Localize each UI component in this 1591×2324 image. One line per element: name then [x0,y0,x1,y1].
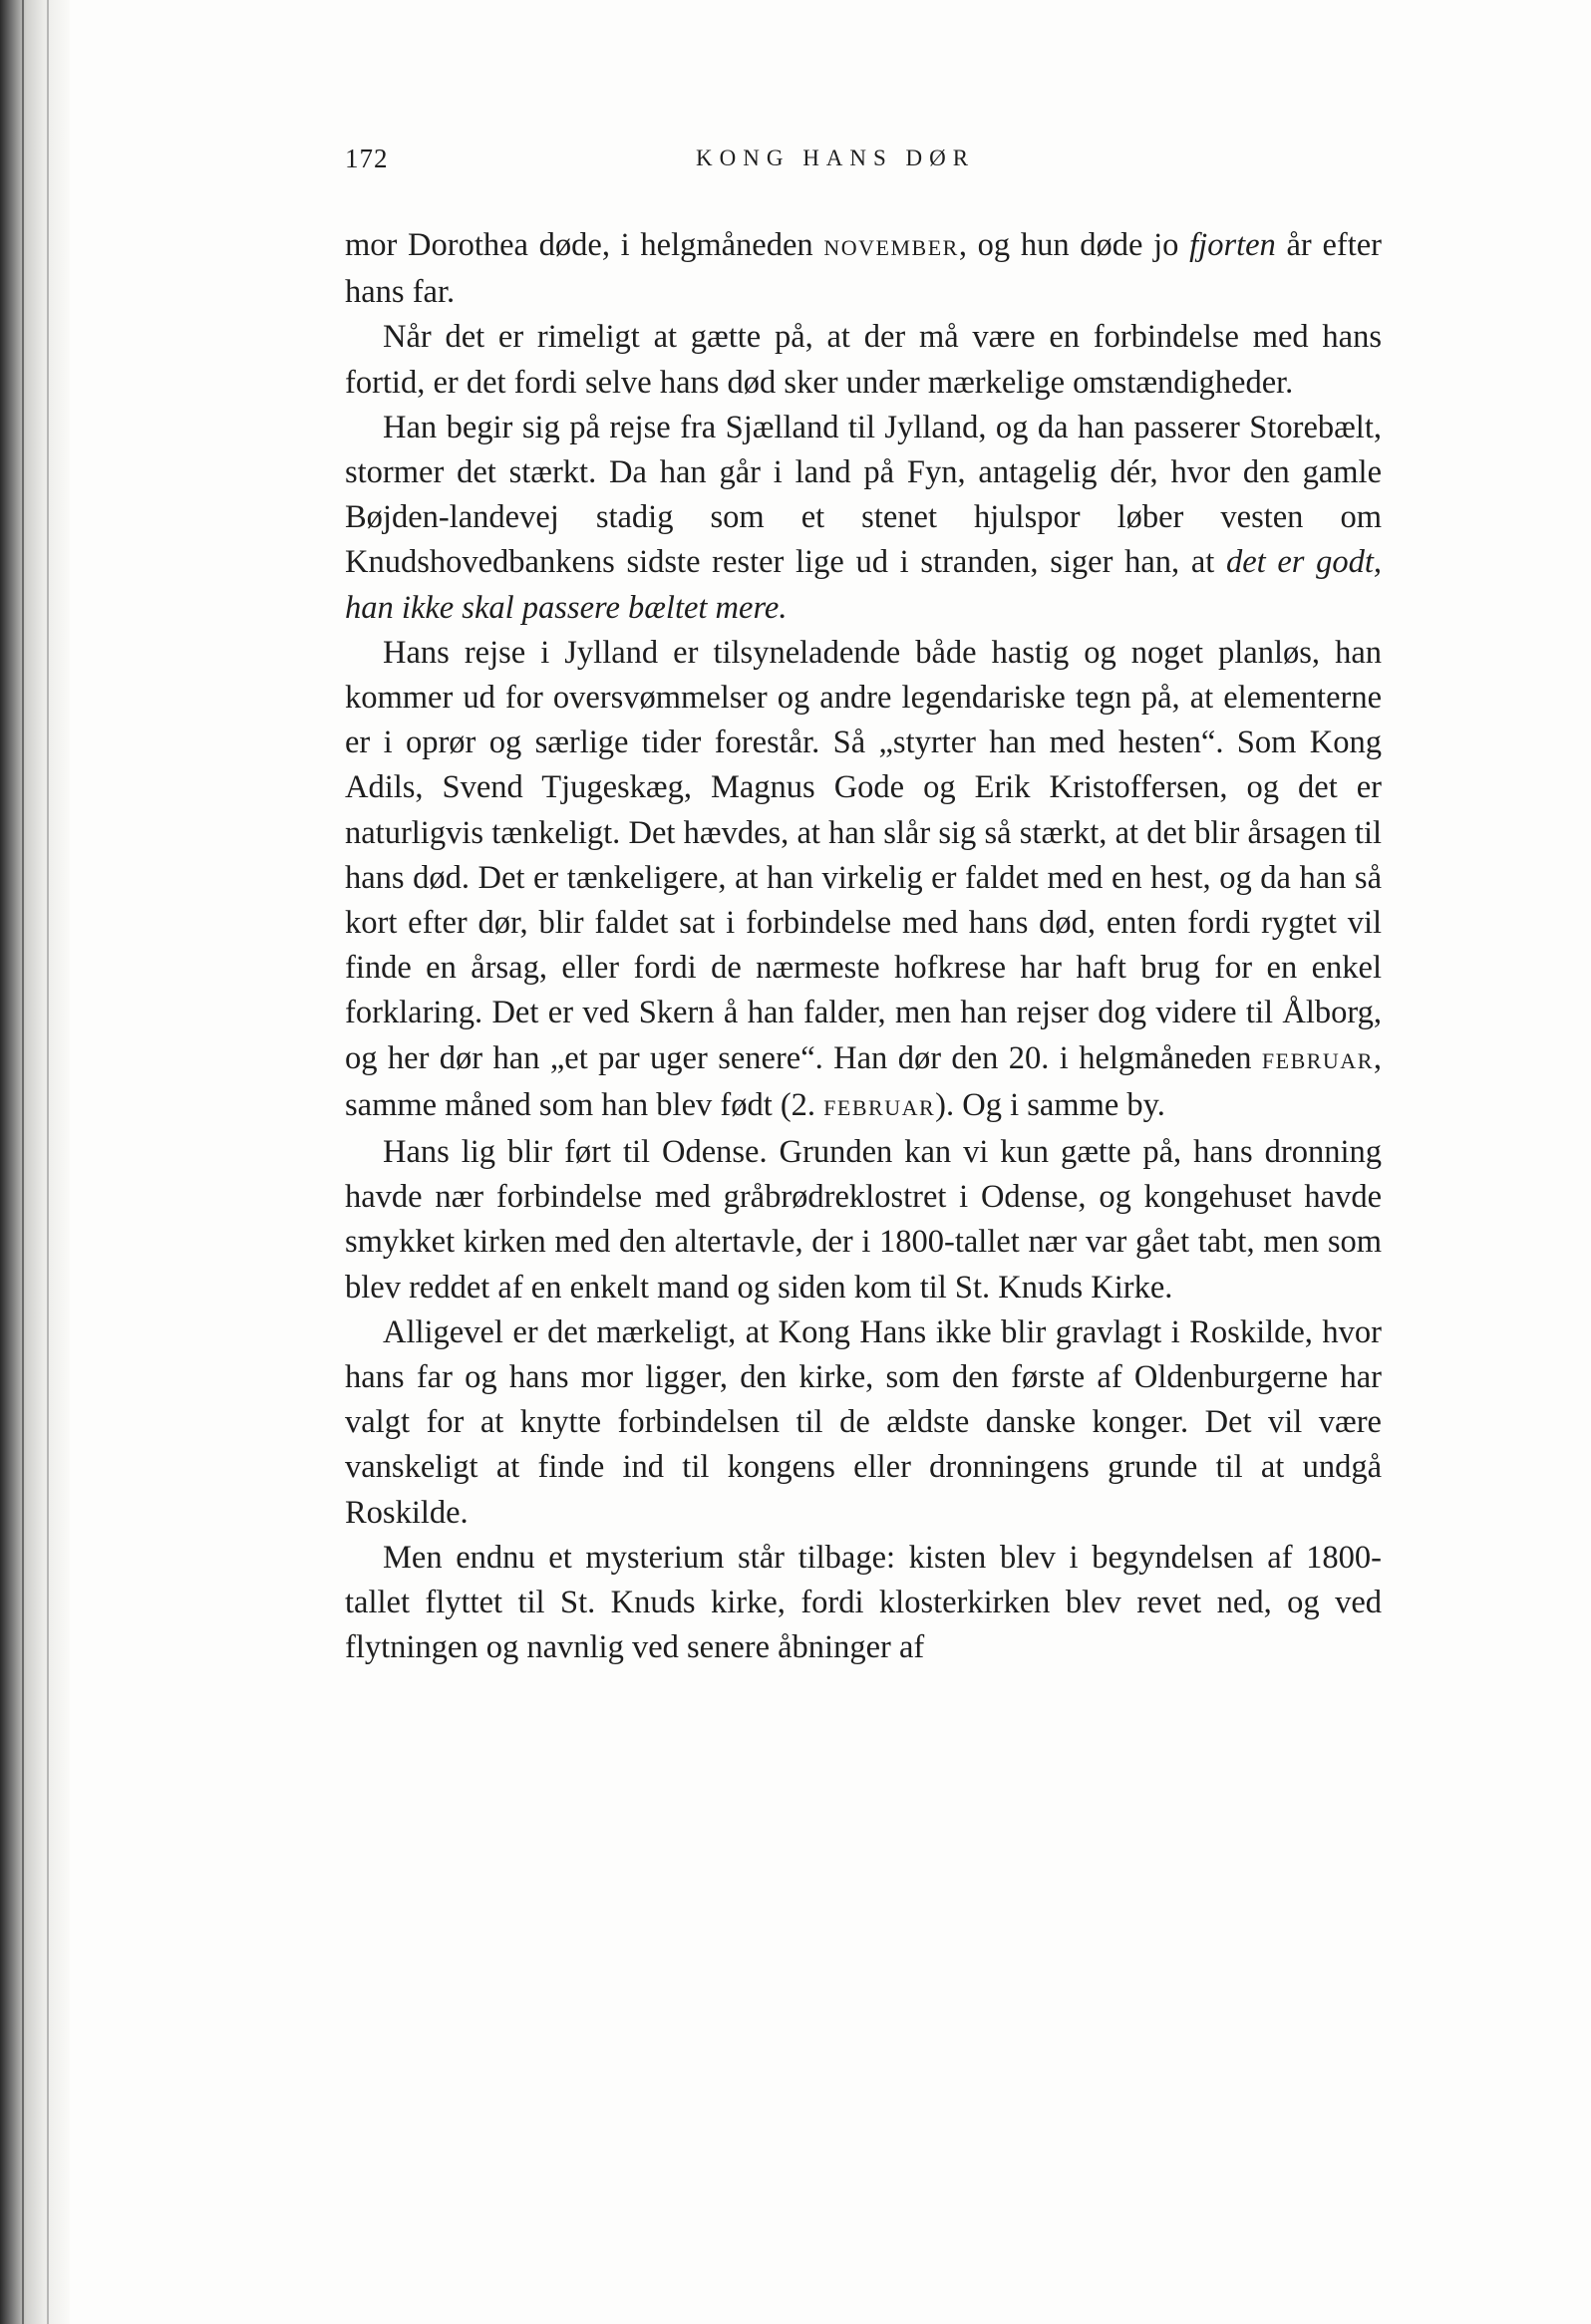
text-run: Men endnu et mysterium står tilbage: kisten blev i begyndelsen af 1800-tallet flyttet til St. Knuds kirke, fordi klosterkirken blev revet ned, og ved flytningen og navnlig ved senere åbninger af [345,1539,1382,1666]
text-run: Han begir sig på rejse fra Sjælland til Jylland, og da han passerer Storebælt, stormer det stærkt. Da han går i land på Fyn, antagelig dér, hvor den gamle Bøjden-landevej stadig som et stenet hjulspor løber vesten om Knudshovedbankens sidste rester lige ud i stranden, siger han, at [345,409,1382,581]
paragraph [345,406,1382,631]
italic-emphasis: fjorten [1189,227,1276,263]
book-spine-shadow [0,0,70,2324]
chapter-title: KONG HANS DØR [696,145,976,170]
paragraph [345,1310,1382,1536]
text-run: Hans lig blir ført til Odense. Grunden kan vi kun gætte på, hans dronning havde nær forbindelse med gråbrødreklostret i Odense, og kongehuset havde smykket kirken med den altertavle, der i 1800-tallet nær var gået tabt, men som blev reddet af en enkelt mand og siden kom til St. Knuds Kirke. [345,1134,1382,1306]
body-text [345,223,1382,1671]
text-run: , samme måned som han blev født (2. [345,1039,1382,1123]
text-run: Alligevel er det mærkeligt, at Kong Hans ikke blir gravlagt i Roskilde, hvor hans far og hans mor ligger, den kirke, som den første af Oldenburgerne har valgt for at knytte forbindelsen til de ældste danske konger. Det vil være vanskeligt at finde ind til kongens eller dronningens grunde til at undgå Roskilde. [345,1313,1382,1531]
text-run: ). Og i samme by. [935,1086,1165,1123]
small-caps-month: FEBRUAR [823,1094,936,1120]
paragraph [345,315,1382,405]
binding-edge-line [47,0,49,2324]
text-run: Når det er rimeligt at gætte på, at der må være en forbindelse med hans fortid, er det fordi selve hans død sker under mærkelige omstændigheder. [345,319,1382,401]
text-run: Hans rejse i Jylland er tilsyneladende både hastig og noget planløs, han kommer ud for oversvømmelser og andre legendariske tegn på, at elementerne er i oprør og særlige tider forestår. Så „styrter han med hesten“. Som Kong Adils, Svend Tjugeskæg, Magnus Gode og Erik Kristoffersen, og det er naturligvis tænkeligt. Det hævdes, at han slår sig så stærkt, at det blir årsagen til hans død. Det er tænkeligere, at han virkelig er faldet med en hest, og da han så kort efter dør, blir faldet sat i forbindelse med hans død, enten fordi rygtet vil finde en årsag, eller fordi de nærmeste hofkrese har haft brug for en enkel forklaring. Det er ved Skern å han falder, men han rejser dog videre til Ålborg, og her dør han „et par uger senere“. Han dør den 20. i helgmåneden [345,634,1382,1076]
text-run: , og hun døde jo [958,227,1190,263]
book-page [345,138,1382,1671]
paragraph [345,1130,1382,1310]
text-run: mor Dorothea døde, i helgmåneden [345,227,824,263]
paragraph [345,223,1382,315]
small-caps-month: NOVEMBER [823,235,959,260]
paragraph [345,1536,1382,1671]
paragraph [345,631,1382,1130]
binding-edge-line [22,0,24,2324]
page-number: 172 [345,144,389,173]
small-caps-month: FEBRUAR [1261,1047,1374,1073]
text-run: år efter hans far. [345,227,1382,311]
running-header [345,138,1382,181]
italic-quotation: det er godt, han ikke skal passere bæltet mere. [345,544,1382,626]
